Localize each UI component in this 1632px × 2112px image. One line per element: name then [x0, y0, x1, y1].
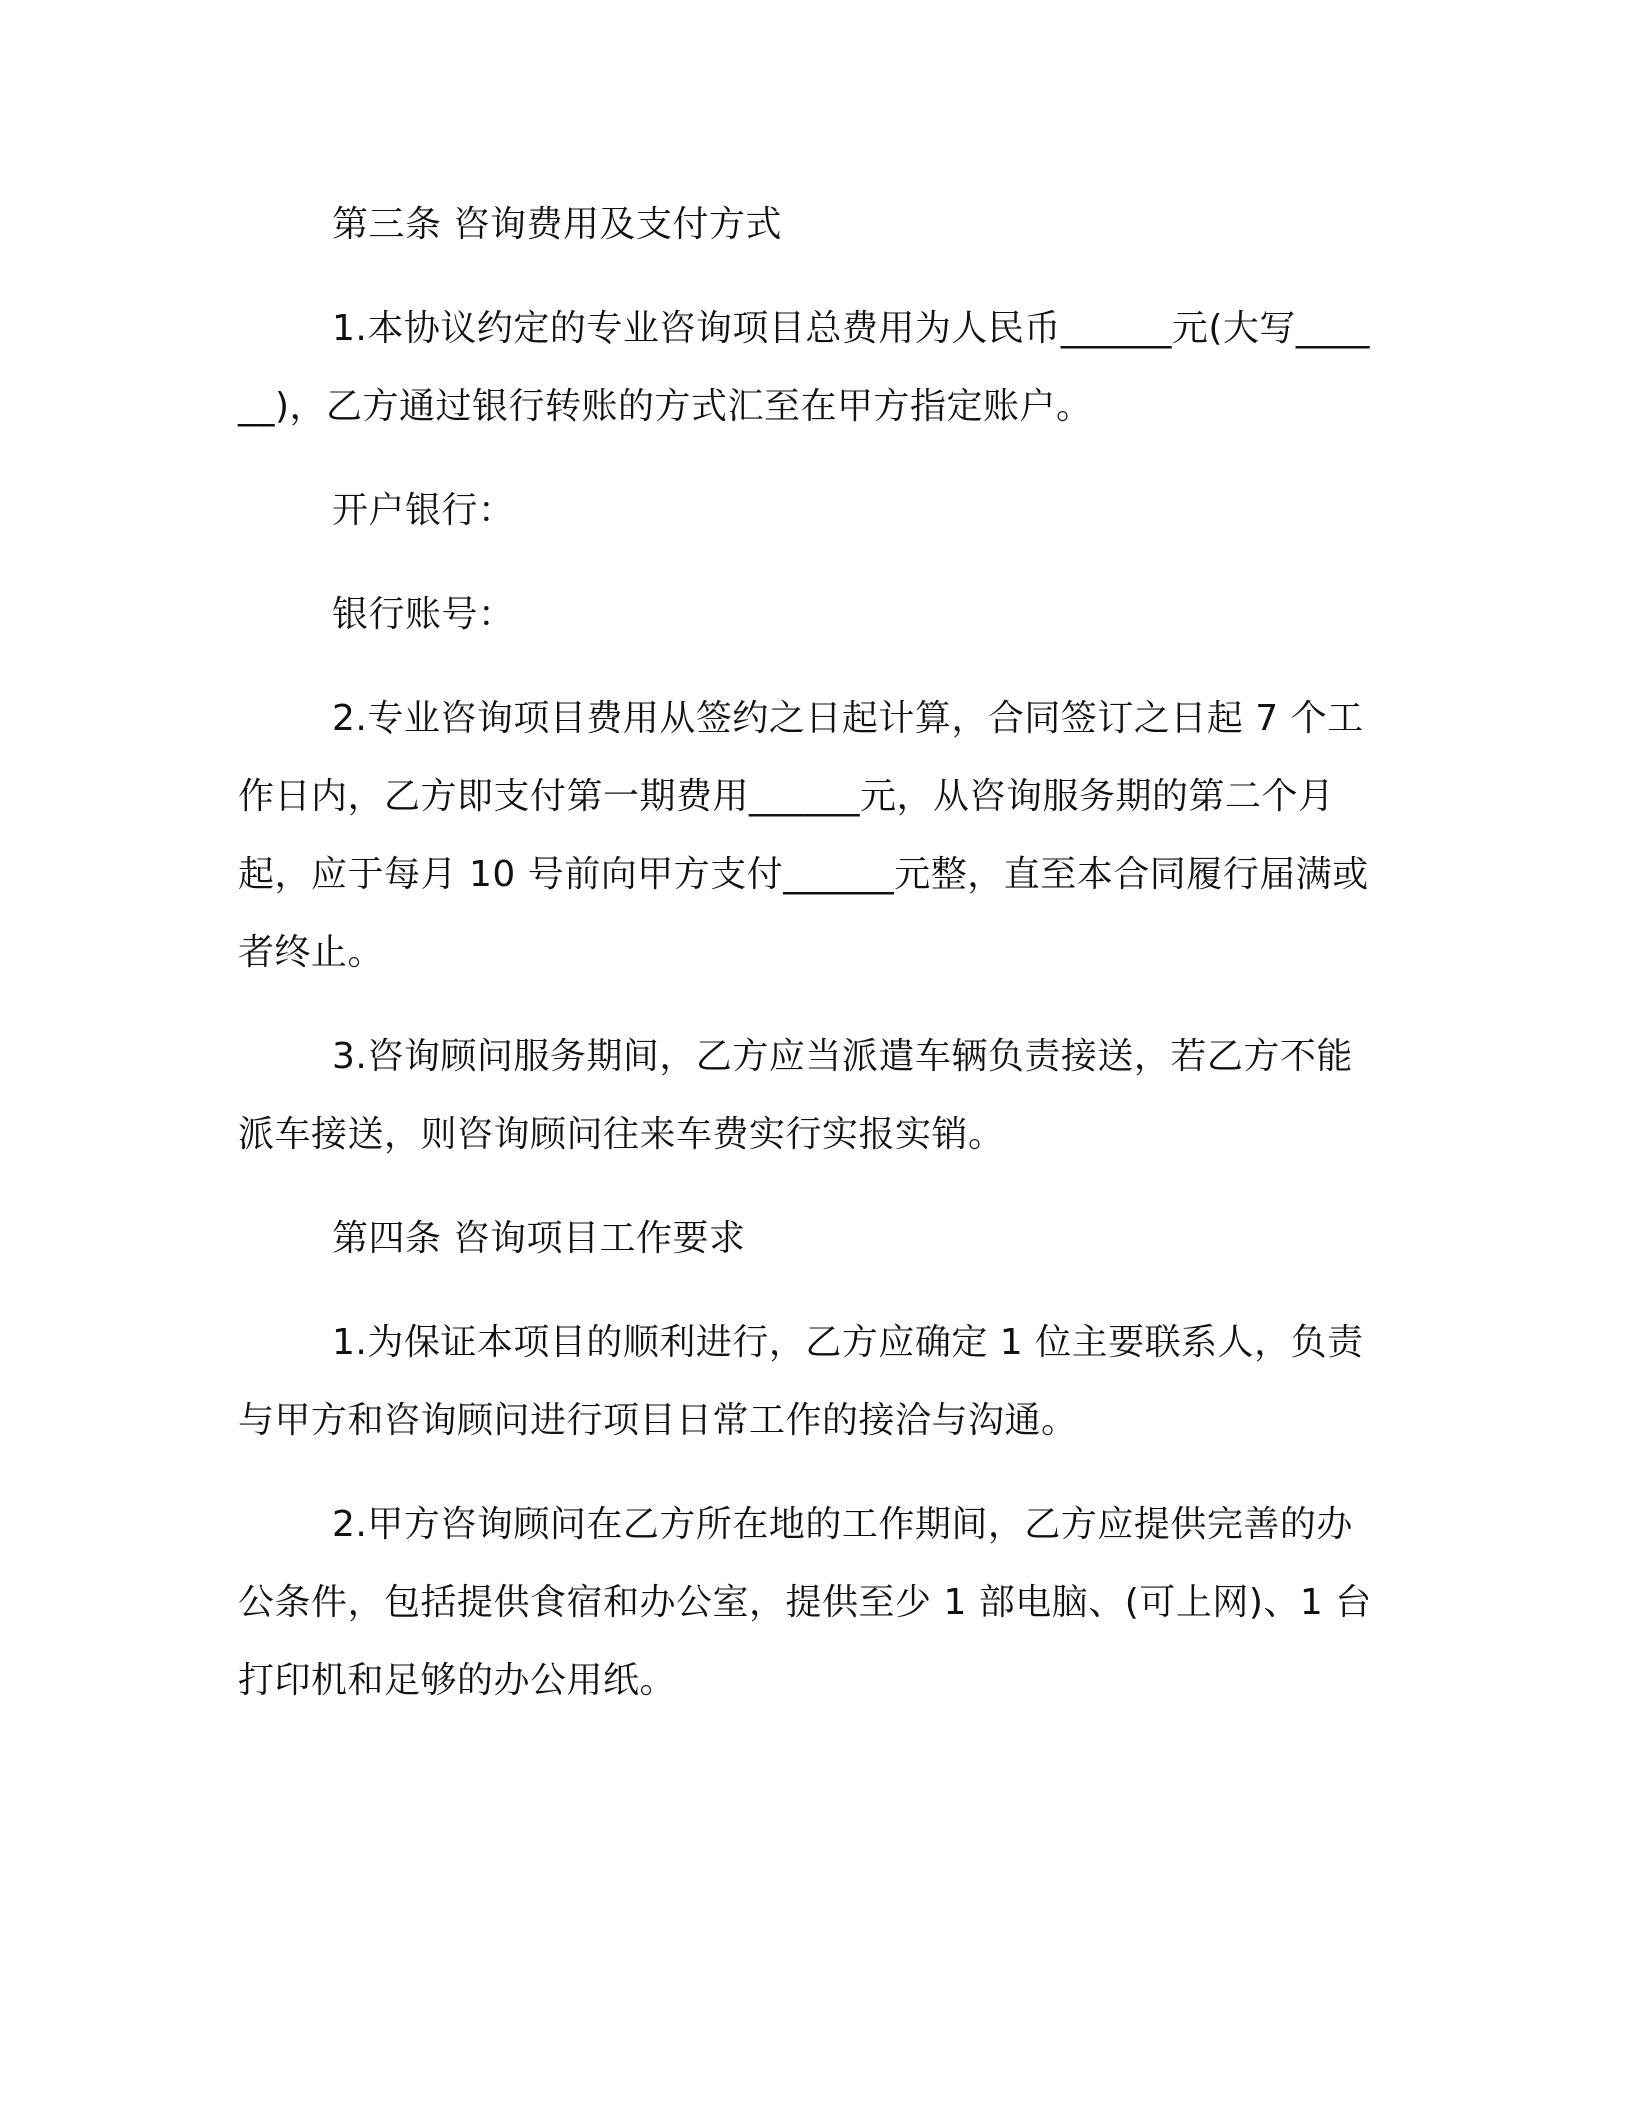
article3-heading: 第三条 咨询费用及支付方式	[332, 204, 782, 245]
article3-item1: 1.本协议约定的专业咨询项目总费用为人民币______元(大写______)，乙方通过银行转账的方式汇至在甲方指定账户。	[238, 308, 1370, 427]
article4-heading: 第四条 咨询项目工作要求	[332, 1218, 746, 1259]
bank-account-label: 银行账号：	[332, 594, 515, 635]
document-body	[238, 186, 1380, 1720]
article4-item2: 2.甲方咨询顾问在乙方所在地的工作期间，乙方应提供完善的办公条件，包括提供食宿和办公室，提供至少 1 部电脑、(可上网)、1 台打印机和足够的办公用纸。	[238, 1504, 1372, 1701]
article4-item1: 1.为保证本项目的顺利进行，乙方应确定 1 位主要联系人，负责与甲方和咨询顾问进行项目日常工作的接洽与沟通。	[238, 1322, 1364, 1441]
article3-item3: 3.咨询顾问服务期间，乙方应当派遣车辆负责接送，若乙方不能派车接送，则咨询顾问往来车费实行实报实销。	[238, 1036, 1353, 1155]
bank-name-label: 开户银行：	[332, 490, 515, 531]
article3-item2: 2.专业咨询项目费用从签约之日起计算，合同签订之日起 7 个工作日内，乙方即支付第一期费用______元，从咨询服务期的第二个月起，应于每月 10 号前向甲方支付______元整，直至本合同履行届满或者终止。	[238, 698, 1369, 973]
